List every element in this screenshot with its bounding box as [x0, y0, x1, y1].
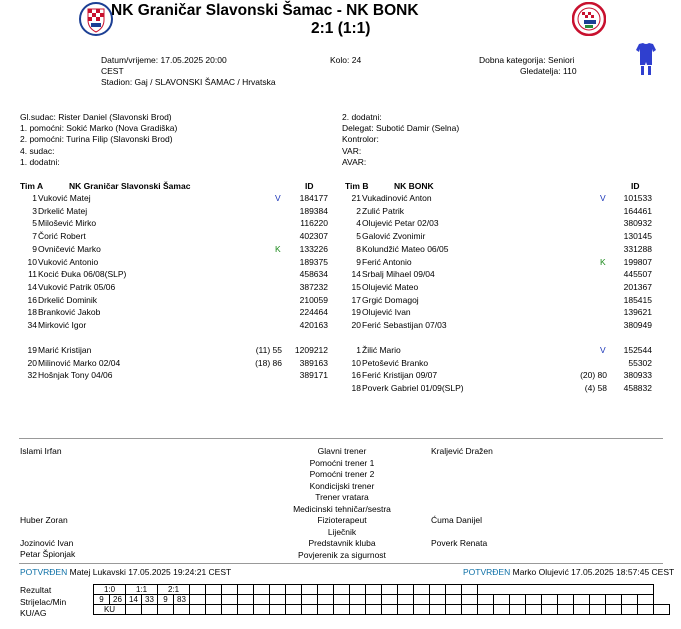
spectators: Gledatelja: 110	[520, 66, 577, 76]
official-line: Gl.sudac: Rister Daniel (Slavonski Brod)	[20, 112, 172, 122]
grid-cell	[462, 585, 478, 595]
player-id: 185415	[623, 294, 652, 305]
player-number: 20	[351, 320, 361, 330]
grid-cell	[190, 585, 206, 595]
official-line: 1. dodatni:	[20, 157, 60, 167]
player-id: 184177	[299, 193, 328, 203]
away-club-logo	[572, 2, 606, 36]
grid-cell	[654, 605, 670, 615]
sub-id: 380933	[623, 370, 652, 381]
grid-cell	[334, 595, 350, 605]
sub-number: 10	[351, 357, 361, 368]
grid-cell	[638, 595, 654, 605]
grid-cell	[254, 585, 270, 595]
sub-name: Marić Kristijan	[38, 345, 92, 355]
grid-cell	[158, 605, 174, 615]
sub-name: Poverk Gabriel 01/09(SLP)	[362, 383, 464, 394]
player-role-mark: V	[275, 193, 281, 203]
player-id: 458634	[299, 269, 328, 280]
sub-name: Milinović Marko 02/04	[38, 357, 121, 368]
staff-role: Pomoćni trener 2	[309, 469, 375, 479]
grid-cell	[382, 605, 398, 615]
sub-name: Petošević Branko	[362, 357, 429, 368]
player-id: 210059	[299, 294, 328, 305]
timezone: CEST	[101, 66, 124, 76]
grid-cell	[302, 585, 318, 595]
player-id: 420163	[299, 320, 328, 330]
grid-cell	[606, 595, 622, 605]
grid-cell	[366, 605, 382, 615]
official-line: 2. pomoćni: Turina Filip (Slavonski Brod)	[20, 134, 173, 144]
player-id: 130145	[623, 231, 652, 242]
sub-name: Žilić Mario	[362, 345, 401, 355]
player-number: 14	[27, 281, 37, 292]
grid-cell	[398, 605, 414, 615]
staff-role: Medicinski tehničar/sestra	[293, 503, 391, 514]
away-physio: Ćuma Danijel	[431, 515, 483, 525]
grid-cell: 26	[110, 595, 126, 605]
player-number: 18	[27, 307, 37, 318]
grid-cell	[366, 585, 382, 595]
player-number: 19	[351, 307, 361, 318]
grid-cell	[222, 595, 238, 605]
match-score: 2:1 (1:1)	[311, 20, 371, 37]
sub-id: 1209212	[294, 345, 328, 355]
player-name: Milošević Mirko	[38, 218, 97, 229]
official-line: 1. pomoćni: Sokić Marko (Nova Gradiška)	[20, 123, 178, 133]
grid-cell	[190, 605, 206, 615]
staff-role: Trener vratara	[315, 492, 369, 502]
player-id: 402307	[299, 231, 328, 242]
official-line: 4. sudac:	[20, 146, 55, 156]
player-number: 5	[356, 231, 361, 242]
match-datetime: Datum/vrijeme: 17.05.2025 20:00	[101, 55, 227, 65]
sub-minute: (11) 55	[255, 345, 282, 355]
player-name: Čorić Robert	[38, 231, 86, 242]
grid-cell	[542, 605, 558, 615]
home-head-coach: Islami Irfan	[20, 446, 62, 456]
staff-role: Glavni trener	[317, 446, 367, 456]
sub-id: 389163	[299, 357, 328, 368]
player-name: Drkelić Dominik	[38, 294, 98, 305]
grid-cell	[510, 595, 526, 605]
grid-cell	[414, 605, 430, 615]
player-name: Vuković Antonio	[38, 256, 99, 267]
grid-cell	[590, 595, 606, 605]
team-b-label: Tim B	[345, 181, 369, 191]
player-name: Kocić Đuka 06/08(SLP)	[38, 269, 127, 280]
grid-cell	[286, 595, 302, 605]
player-number: 10	[27, 256, 37, 267]
player-name: Grgić Domagoj	[362, 294, 419, 305]
player-name: Ovničević Marko	[38, 243, 101, 254]
player-id: 189384	[299, 205, 328, 216]
grid-cell	[222, 585, 238, 595]
grid-cell	[238, 585, 254, 595]
grid-cell	[254, 605, 270, 615]
player-name: Branković Jakob	[38, 307, 101, 318]
sub-id: 152544	[623, 345, 652, 355]
grid-cell	[350, 585, 366, 595]
player-name: Srbalj Mihael 09/04	[362, 269, 435, 280]
grid-cell	[398, 595, 414, 605]
sub-number: 18	[351, 383, 361, 394]
age-category: Dobna kategorija: Seniori	[479, 55, 575, 65]
grid-cell	[382, 585, 398, 595]
grid-cell	[238, 605, 254, 615]
sub-name: Ferić Kristijan 09/07	[362, 370, 438, 381]
player-id: 387232	[299, 281, 328, 292]
grid-cell	[558, 595, 574, 605]
grid-cell	[222, 605, 238, 615]
confirmed-label: POTVRĐEN	[20, 567, 68, 577]
player-number: 7	[32, 231, 37, 242]
staff-role: Pomoćni trener 1	[309, 457, 375, 468]
grid-cell	[574, 605, 590, 615]
grid-cell	[430, 595, 446, 605]
player-number: 2	[356, 205, 361, 216]
player-id: 133226	[299, 243, 328, 254]
player-id: 201367	[623, 281, 652, 292]
official-line: Delegat: Subotić Damir (Selna)	[342, 123, 460, 133]
player-name: Galović Zvonimir	[362, 231, 426, 242]
grid-label-result: Rezultat	[20, 585, 52, 595]
grid-cell: 9	[94, 595, 110, 605]
home-representative: Jozinović Ivan	[20, 538, 74, 548]
player-role-mark: K	[600, 256, 606, 267]
grid-cell	[318, 585, 334, 595]
grid-cell	[478, 595, 494, 605]
grid-cell	[238, 595, 254, 605]
player-number: 21	[351, 193, 361, 203]
player-id: 199807	[623, 256, 652, 267]
sub-minute: (20) 80	[580, 370, 607, 381]
grid-cell	[446, 585, 462, 595]
player-id: 380949	[623, 320, 652, 330]
grid-label-scorer: Strijelac/Min	[20, 597, 67, 607]
sub-id: 389171	[299, 370, 328, 381]
grid-cell	[350, 595, 366, 605]
grid-cell	[334, 605, 350, 615]
score-grid	[93, 584, 670, 615]
home-physio: Huber Zoran	[20, 515, 68, 525]
sub-number: 1	[356, 345, 361, 355]
player-name: Ferić Sebastijan 07/03	[362, 320, 447, 330]
confirmed-label: POTVRĐEN	[463, 567, 511, 577]
player-number: 3	[32, 205, 37, 216]
sub-name: Hošnjak Tony 04/06	[38, 370, 113, 381]
player-name: Zulić Patrik	[362, 205, 405, 216]
grid-cell	[190, 595, 206, 605]
grid-cell	[638, 605, 654, 615]
grid-cell	[270, 585, 286, 595]
grid-cell	[286, 585, 302, 595]
grid-cell	[270, 595, 286, 605]
confirmed-text: Matej Lukavski 17.05.2025 19:24:21 CEST	[69, 567, 232, 577]
grid-cell: 2:1	[158, 585, 190, 595]
home-security: Petar Špionjak	[20, 549, 76, 559]
grid-cell	[318, 605, 334, 615]
player-number: 15	[351, 281, 361, 292]
confirmed-text: Marko Olujević 17.05.2025 18:57:45 CEST	[512, 567, 675, 577]
grid-cell	[526, 605, 542, 615]
grid-cell: 33	[142, 595, 158, 605]
player-number: 9	[32, 243, 37, 254]
stadium: Stadion: Gaj / SLAVONSKI ŠAMAC / Hrvatska	[101, 77, 276, 87]
grid-cell	[206, 605, 222, 615]
grid-cell	[542, 595, 558, 605]
player-number: 4	[356, 218, 361, 229]
grid-row	[94, 585, 670, 595]
official-line: VAR:	[342, 146, 362, 156]
official-line: Kontrolor:	[342, 134, 379, 144]
grid-cell: 83	[174, 595, 190, 605]
grid-cell	[574, 595, 590, 605]
grid-cell	[510, 605, 526, 615]
grid-cell	[494, 605, 510, 615]
player-number: 34	[27, 320, 37, 330]
grid-cell	[270, 605, 286, 615]
grid-cell	[494, 595, 510, 605]
sub-number: 16	[351, 370, 361, 381]
player-number: 9	[356, 256, 361, 267]
sub-role-mark: V	[600, 345, 606, 355]
player-name: Olujević Ivan	[362, 307, 411, 318]
player-id: 116220	[300, 218, 328, 229]
grid-cell	[318, 595, 334, 605]
staff-role: Povjerenik za sigurnost	[298, 549, 386, 560]
player-name: Mirković Igor	[38, 320, 87, 330]
grid-cell	[622, 605, 638, 615]
grid-cell	[350, 605, 366, 615]
grid-cell	[254, 595, 270, 605]
round: Kolo: 24	[330, 55, 362, 65]
player-number: 17	[351, 294, 361, 305]
grid-cell: 14	[126, 595, 142, 605]
grid-cell	[174, 605, 190, 615]
grid-cell	[446, 605, 462, 615]
staff-role: Fizioterapeut	[317, 515, 367, 525]
grid-label-ku: KU/AG	[20, 608, 47, 618]
divider	[19, 563, 663, 564]
grid-cell	[414, 595, 430, 605]
player-id: 101533	[623, 193, 652, 203]
grid-cell	[142, 605, 158, 615]
player-number: 8	[356, 243, 361, 254]
player-name: Vuković Patrik 05/06	[38, 281, 116, 292]
player-name: Kolundžić Mateo 06/05	[362, 243, 449, 254]
player-name: Drkelić Matej	[38, 205, 88, 216]
sub-id: 458832	[623, 383, 652, 394]
grid-cell	[126, 605, 142, 615]
away-representative: Poverk Renata	[431, 538, 488, 548]
official-line: AVAR:	[342, 157, 367, 167]
grid-row	[94, 605, 670, 615]
grid-cell	[526, 595, 542, 605]
team-a-label: Tim A	[20, 181, 44, 191]
divider	[19, 438, 663, 439]
player-name: Vuković Matej	[38, 193, 91, 203]
player-name: Vukadinović Anton	[362, 193, 432, 203]
team-a-id-header: ID	[305, 181, 314, 191]
grid-cell	[590, 605, 606, 615]
grid-cell	[430, 605, 446, 615]
player-number: 5	[32, 218, 37, 229]
grid-cell	[462, 595, 478, 605]
away-confirmation	[463, 567, 674, 577]
grid-cell	[414, 585, 430, 595]
player-role-mark: V	[600, 193, 606, 203]
grid-cell	[286, 605, 302, 615]
grid-cell: KU	[94, 605, 126, 615]
grid-cell	[478, 585, 654, 595]
grid-cell: 1:1	[126, 585, 158, 595]
grid-cell	[334, 585, 350, 595]
home-club-logo	[79, 2, 113, 36]
away-head-coach: Kraljević Dražen	[431, 446, 493, 456]
grid-row	[94, 595, 670, 605]
grid-cell	[446, 595, 462, 605]
grid-cell	[622, 595, 638, 605]
player-number: 1	[32, 193, 37, 203]
player-id: 380932	[623, 218, 652, 229]
grid-cell: 1:0	[94, 585, 126, 595]
grid-cell	[206, 585, 222, 595]
sub-minute: (18) 86	[255, 357, 282, 368]
sub-minute: (4) 58	[584, 383, 607, 394]
player-id: 164461	[623, 205, 652, 216]
player-id: 331288	[623, 243, 652, 254]
grid-cell	[302, 595, 318, 605]
team-b-id-header: ID	[631, 181, 640, 191]
grid-cell	[366, 595, 382, 605]
player-role-mark: K	[275, 243, 281, 254]
player-name: Olujević Mateo	[362, 281, 419, 292]
grid-cell	[206, 595, 222, 605]
sub-number: 19	[27, 345, 37, 355]
player-name: Ferić Antonio	[362, 256, 412, 267]
staff-role: Liječnik	[327, 526, 357, 537]
grid-cell	[302, 605, 318, 615]
official-line: 2. dodatni:	[342, 112, 382, 122]
player-number: 11	[28, 269, 37, 280]
grid-cell: 9	[158, 595, 174, 605]
staff-role: Predstavnik kluba	[308, 538, 376, 548]
sub-number: 20	[27, 357, 37, 368]
away-kit-icon	[635, 42, 657, 76]
player-id: 189375	[299, 256, 328, 267]
grid-cell	[398, 585, 414, 595]
grid-cell	[606, 605, 622, 615]
team-a-name: NK Graničar Slavonski Šamac	[69, 181, 191, 191]
grid-cell	[558, 605, 574, 615]
grid-cell	[462, 605, 478, 615]
match-title: NK Graničar Slavonski Šamac - NK BONK	[111, 2, 419, 19]
grid-cell	[430, 585, 446, 595]
player-id: 445507	[623, 269, 652, 280]
player-number: 14	[351, 269, 361, 280]
grid-cell	[382, 595, 398, 605]
player-name: Olujević Petar 02/03	[362, 218, 439, 229]
player-id: 139621	[623, 307, 652, 318]
player-number: 16	[27, 294, 37, 305]
team-b-name: NK BONK	[394, 181, 434, 191]
staff-role: Kondicijski trener	[309, 480, 375, 491]
grid-cell	[478, 605, 494, 615]
home-confirmation	[20, 567, 231, 577]
player-id: 224464	[299, 307, 328, 318]
sub-id: 55302	[628, 357, 652, 368]
sub-number: 32	[27, 370, 37, 381]
